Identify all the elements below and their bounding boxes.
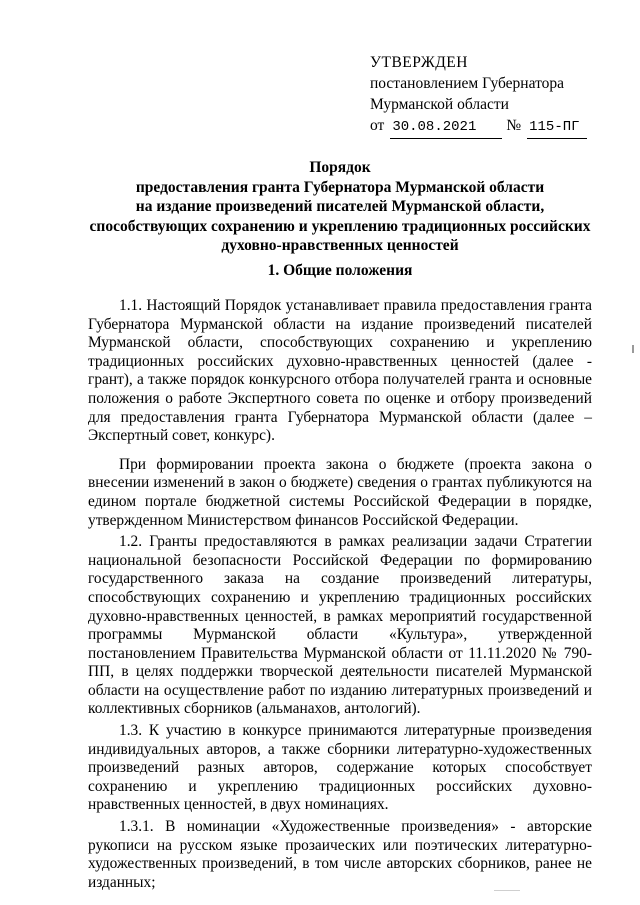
approval-number: 115-ПГ [527, 117, 587, 139]
approval-date-prefix: от [370, 117, 385, 134]
approval-date-row [370, 115, 610, 139]
section-heading: 1. Общие положения [267, 262, 413, 279]
document-body [88, 297, 592, 895]
document-title-line-5: духовно-нравственных ценностей [221, 237, 459, 254]
scan-artifact [632, 345, 634, 353]
paragraph-budget: При формировании проекта закона о бюджете (проекта закона о внесении изменений в закон о бюджете) сведения о грантах публикуются на едином портале бюджетной системы Российской Федерации в порядке, утвержденном Министерством финансов Российской Федерации. [88, 455, 592, 529]
approval-date: 30.08.2021 [390, 117, 502, 139]
document-title-line-2: предоставления гранта Губернатора Мурманской области [135, 178, 545, 196]
document-title-line-1: Порядок [309, 159, 371, 176]
approval-line-1: постановлением Губернатора [370, 75, 565, 92]
paragraph-1-2: 1.2. Гранты предоставляются в рамках реализации задачи Стратегии национальной безопасности Российской Федерации по формированию государственного заказа на создание произведений литературы, способствующих сохранению и укреплению традиционных российских духовно-нравственных ценностей, в рамках мероприятий государственной программы Мурманской области «Культура», утвержденной постановлением Правительства Мурманской области от 11.11.2020 № 790-ПП, в целях поддержки творческой деятельности писателей Мурманской области на осуществление работ по изданию литературных произведений и коллективных сборников (альманахов, антологий). [88, 533, 592, 718]
paragraph-1-3: 1.3. К участию в конкурсе принимаются литературные произведения индивидуальных авторов, а также сборники литературно-художественных произведений разных авторов, содержание которых способствует сохранению и укреплению традиционных российских духовно-нравственных ценностей, в двух номинациях. [88, 722, 592, 814]
paragraph-1-3-1: 1.3.1. В номинации «Художественные произведения» - авторские рукописи на русском языке прозаических или поэтических литературно-художественных произведений, в том числе авторских сборников, ранее не изданных; [88, 818, 592, 891]
approval-stamp [370, 52, 610, 139]
document-title [60, 158, 620, 256]
paragraph-1-1: 1.1. Настоящий Порядок устанавливает правила предоставления гранта Губернатора Мурманской области на издание произведений писателей Мурманской области, способствующих сохранению и укреплению традиционных российских духовно-нравственных ценностей (далее - грант), а также порядок конкурсного отбора получателей гранта и основные положения о работе Экспертного совета по оценке и отбору произведений для предоставления гранта Губернатора Мурманской области (далее – Экспертный совет, конкурс). [88, 297, 592, 445]
document-title-line-4: способствующих сохранению и укреплению традиционных российских [89, 217, 591, 235]
approval-line-2: Мурманской области [370, 96, 509, 113]
approval-title: УТВЕРЖДЕН [370, 54, 468, 71]
document-title-line-3: на издание произведений писателей Мурманской области, [135, 198, 545, 215]
approval-number-sign: № [506, 117, 522, 134]
scan-artifact-bottom [494, 890, 520, 891]
